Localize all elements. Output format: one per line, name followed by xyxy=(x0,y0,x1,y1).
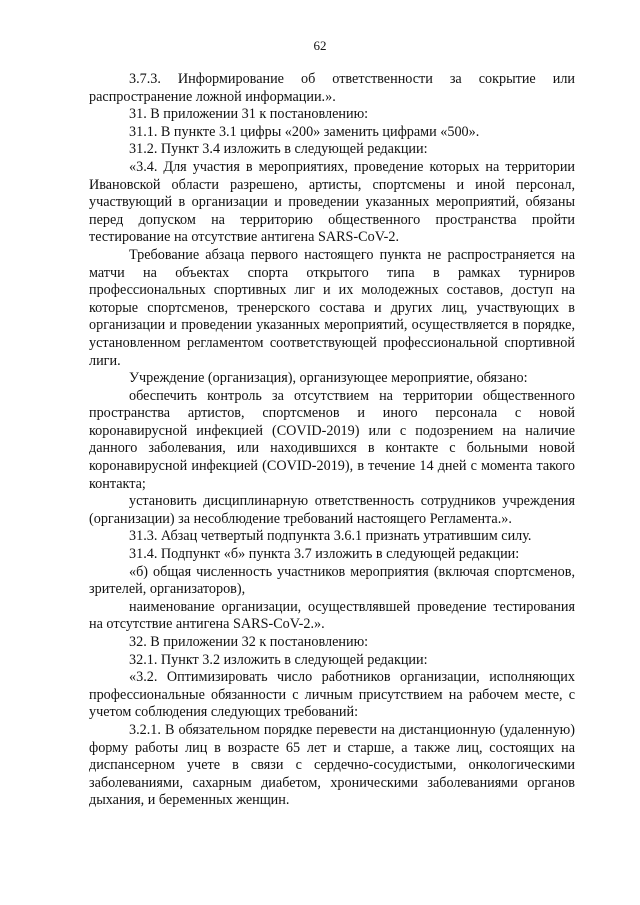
paragraph-3-7-3: 3.7.3. Информирование об ответственности за сокрытие или распространение ложной информации.». xyxy=(89,71,575,105)
paragraph-organizer-obligations: Учреждение (организация), организующее мероприятие, обязано: xyxy=(129,370,528,387)
paragraph-subitem-b: «б) общая численность участников мероприятия (включая спортсменов, зрителей, организаторов), xyxy=(89,563,575,598)
paragraph-31-4: 31.4. Подпункт «б» пункта 3.7 изложить в следующей редакции: xyxy=(129,546,520,563)
paragraph-3-2-1: 3.2.1. В обязательном порядке перевести на дистанционную (удаленную) форму работы лиц в возрасте 65 лет и старше, а также лиц, состоящих на диспансерном учете в связи с сердечно-сосудистыми, онкологическими заболеваниями, сахарным диабетом, хроническими заболеваниями органов дыхания, и беременных женщин. xyxy=(89,721,575,809)
paragraph-32-1: 32.1. Пункт 3.2 изложить в следующей редакции: xyxy=(129,651,428,668)
document-body xyxy=(89,71,575,810)
paragraph-31-1: 31.1. В пункте 3.1 цифры «200» заменить цифрами «500». xyxy=(129,123,480,140)
paragraph-3-2: «3.2. Оптимизировать число работников организации, исполняющих профессиональные обязанности с личным присутствием на рабочем месте, с учетом соблюдения следующих требований: xyxy=(89,669,575,721)
paragraph-organization-name: наименование организации, осуществлявшей проведение тестирования на отсутствие антигена SARS-CoV-2.». xyxy=(89,598,575,633)
paragraph-ensure-control: обеспечить контроль за отсутствием на территории общественного пространства артистов, спортсменов и иного персонала с новой коронавирусной инфекцией (COVID-2019) или с подозрением на наличие данного заболевания, или находившихся в контакте с больными новой коронавирусной инфекцией (COVID-2019), в течение 14 дней с момента такого контакта; xyxy=(89,387,575,492)
paragraph-3-4: «3.4. Для участия в мероприятиях, проведение которых на территории Ивановской области разрешено, артисты, спортсмены и иной персонал, участвующий в организации и проведении указанных мероприятий, обязаны перед допуском на территорию общественного пространства пройти тестирование на отсутствие антигена SARS-CoV-2. xyxy=(89,158,575,246)
paragraph-31: 31. В приложении 31 к постановлению: xyxy=(129,106,369,123)
paragraph-disciplinary-responsibility: установить дисциплинарную ответственность сотрудников учреждения (организации) за несоблюдение требований настоящего Регламента.». xyxy=(89,493,575,527)
paragraph-31-2: 31.2. Пункт 3.4 изложить в следующей редакции: xyxy=(129,141,428,158)
page-number: 62 xyxy=(313,38,327,53)
paragraph-31-3: 31.3. Абзац четвертый подпункта 3.6.1 признать утратившим силу. xyxy=(129,528,532,545)
paragraph-requirement-exception: Требование абзаца первого настоящего пункта не распространяется на матчи на объектах спорта открытого типа в рамках турниров профессиональных спортивных лиг и их молодежных составов, доступ на которые спортсменов, тренерского состава и других лиц, участвующих в организации и проведении указанных мероприятий, осуществляется в порядке, установленном регламентом соответствующей профессиональной спортивной лиги. xyxy=(89,246,575,369)
paragraph-32: 32. В приложении 32 к постановлению: xyxy=(129,634,369,650)
